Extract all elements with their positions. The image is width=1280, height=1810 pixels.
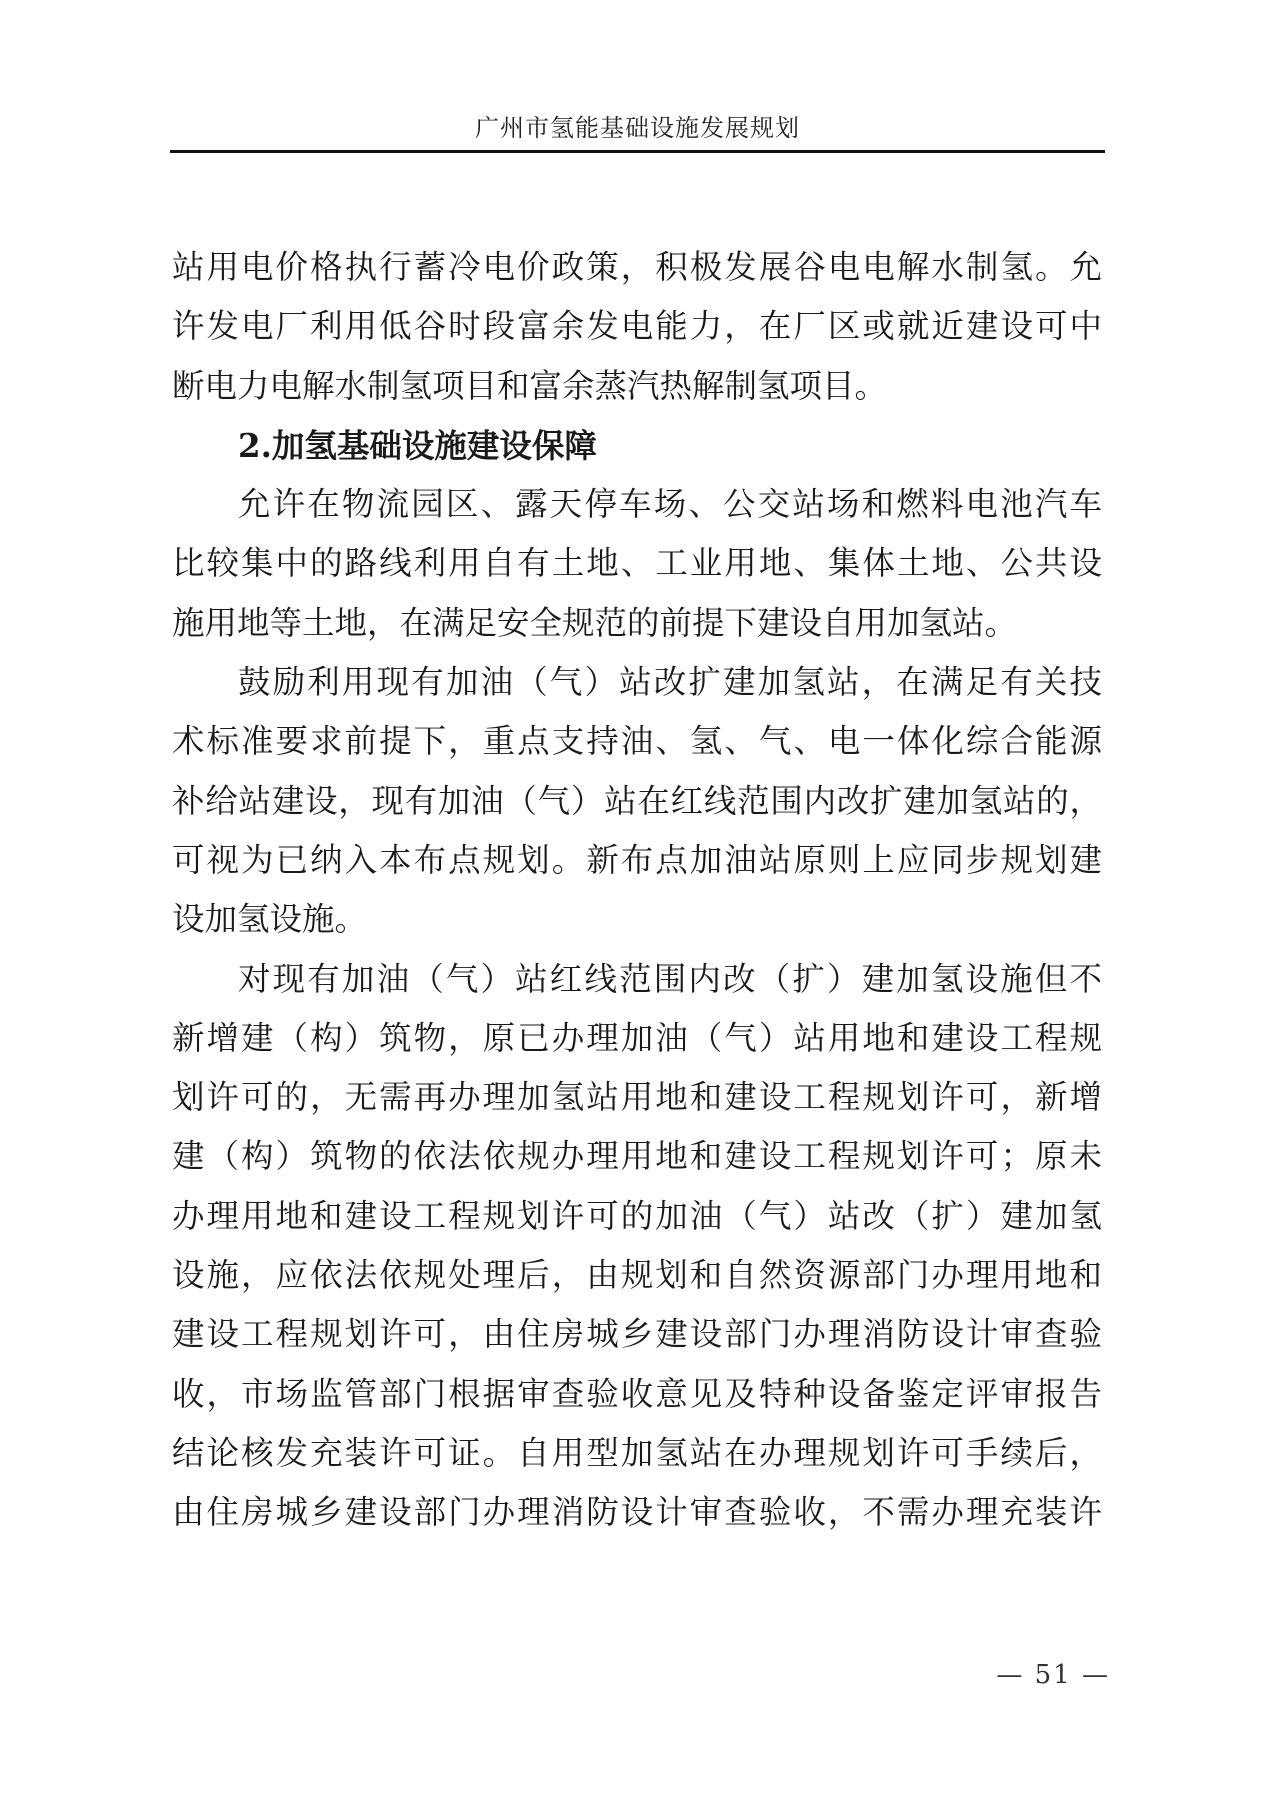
running-header: 广州市氢能基础设施发展规划 — [475, 114, 800, 142]
paragraph-line: 许发电厂利用低谷时段富余发电能力，在厂区或就近建设可中 — [172, 307, 1102, 346]
paragraph-line: 结论核发充装许可证。自用型加氢站在办理规划许可手续后， — [172, 1433, 1102, 1472]
body-text — [172, 238, 1102, 1543]
header-rule — [170, 150, 1105, 153]
paragraph-line: 术标准要求前提下，重点支持油、氢、气、电一体化综合能源 — [172, 722, 1102, 761]
paragraph-line: 设施，应依法依规处理后，由规划和自然资源部门办理用地和 — [172, 1256, 1102, 1295]
paragraph-line: 建（构）筑物的依法依规办理用地和建设工程规划许可；原未 — [172, 1137, 1102, 1176]
paragraph-line: 鼓励利用现有加油（气）站改扩建加氢站，在满足有关技 — [238, 663, 1102, 702]
paragraph-line: 新增建（构）筑物，原已办理加油（气）站用地和建设工程规 — [172, 1018, 1102, 1057]
paragraph-line: 施用地等土地，在满足安全规范的前提下建设自用加氢站。 — [172, 603, 1018, 642]
paragraph-line: 对现有加油（气）站红线范围内改（扩）建加氢设施但不 — [238, 959, 1102, 998]
paragraph-line: 比较集中的路线利用自有土地、工业用地、集体土地、公共设 — [172, 544, 1102, 583]
paragraph-line: 由住房城乡建设部门办理消防设计审查验收，不需办理充装许 — [172, 1493, 1102, 1532]
paragraph-line: 站用电价格执行蓄冷电价政策，积极发展谷电电解水制氢。允 — [172, 248, 1102, 286]
paragraph-line: 办理用地和建设工程规划许可的加油（气）站改（扩）建加氢 — [172, 1196, 1102, 1235]
paragraph-line: 补给站建设，现有加油（气）站在红线范围内改扩建加氢站的， — [172, 781, 1102, 820]
paragraph-line: 建设工程规划许可，由住房城乡建设部门办理消防设计审查验 — [172, 1315, 1102, 1354]
section-heading: 2.加氢基础设施建设保障 — [238, 425, 597, 465]
paragraph-line: 划许可的，无需再办理加氢站用地和建设工程规划许可，新增 — [172, 1078, 1102, 1117]
page-number: — 51 — — [996, 1660, 1110, 1690]
paragraph-line: 可视为已纳入本布点规划。新布点加油站原则上应同步规划建 — [172, 840, 1102, 879]
paragraph-line: 设加氢设施。 — [172, 900, 368, 939]
paragraph-line: 断电力电解水制氢项目和富余蒸汽热解制氢项目。 — [172, 366, 888, 405]
paragraph-line: 允许在物流园区、露天停车场、公交站场和燃料电池汽车 — [238, 485, 1102, 524]
paragraph-line: 收，市场监管部门根据审查验收意见及特种设备鉴定评审报告 — [172, 1374, 1102, 1413]
